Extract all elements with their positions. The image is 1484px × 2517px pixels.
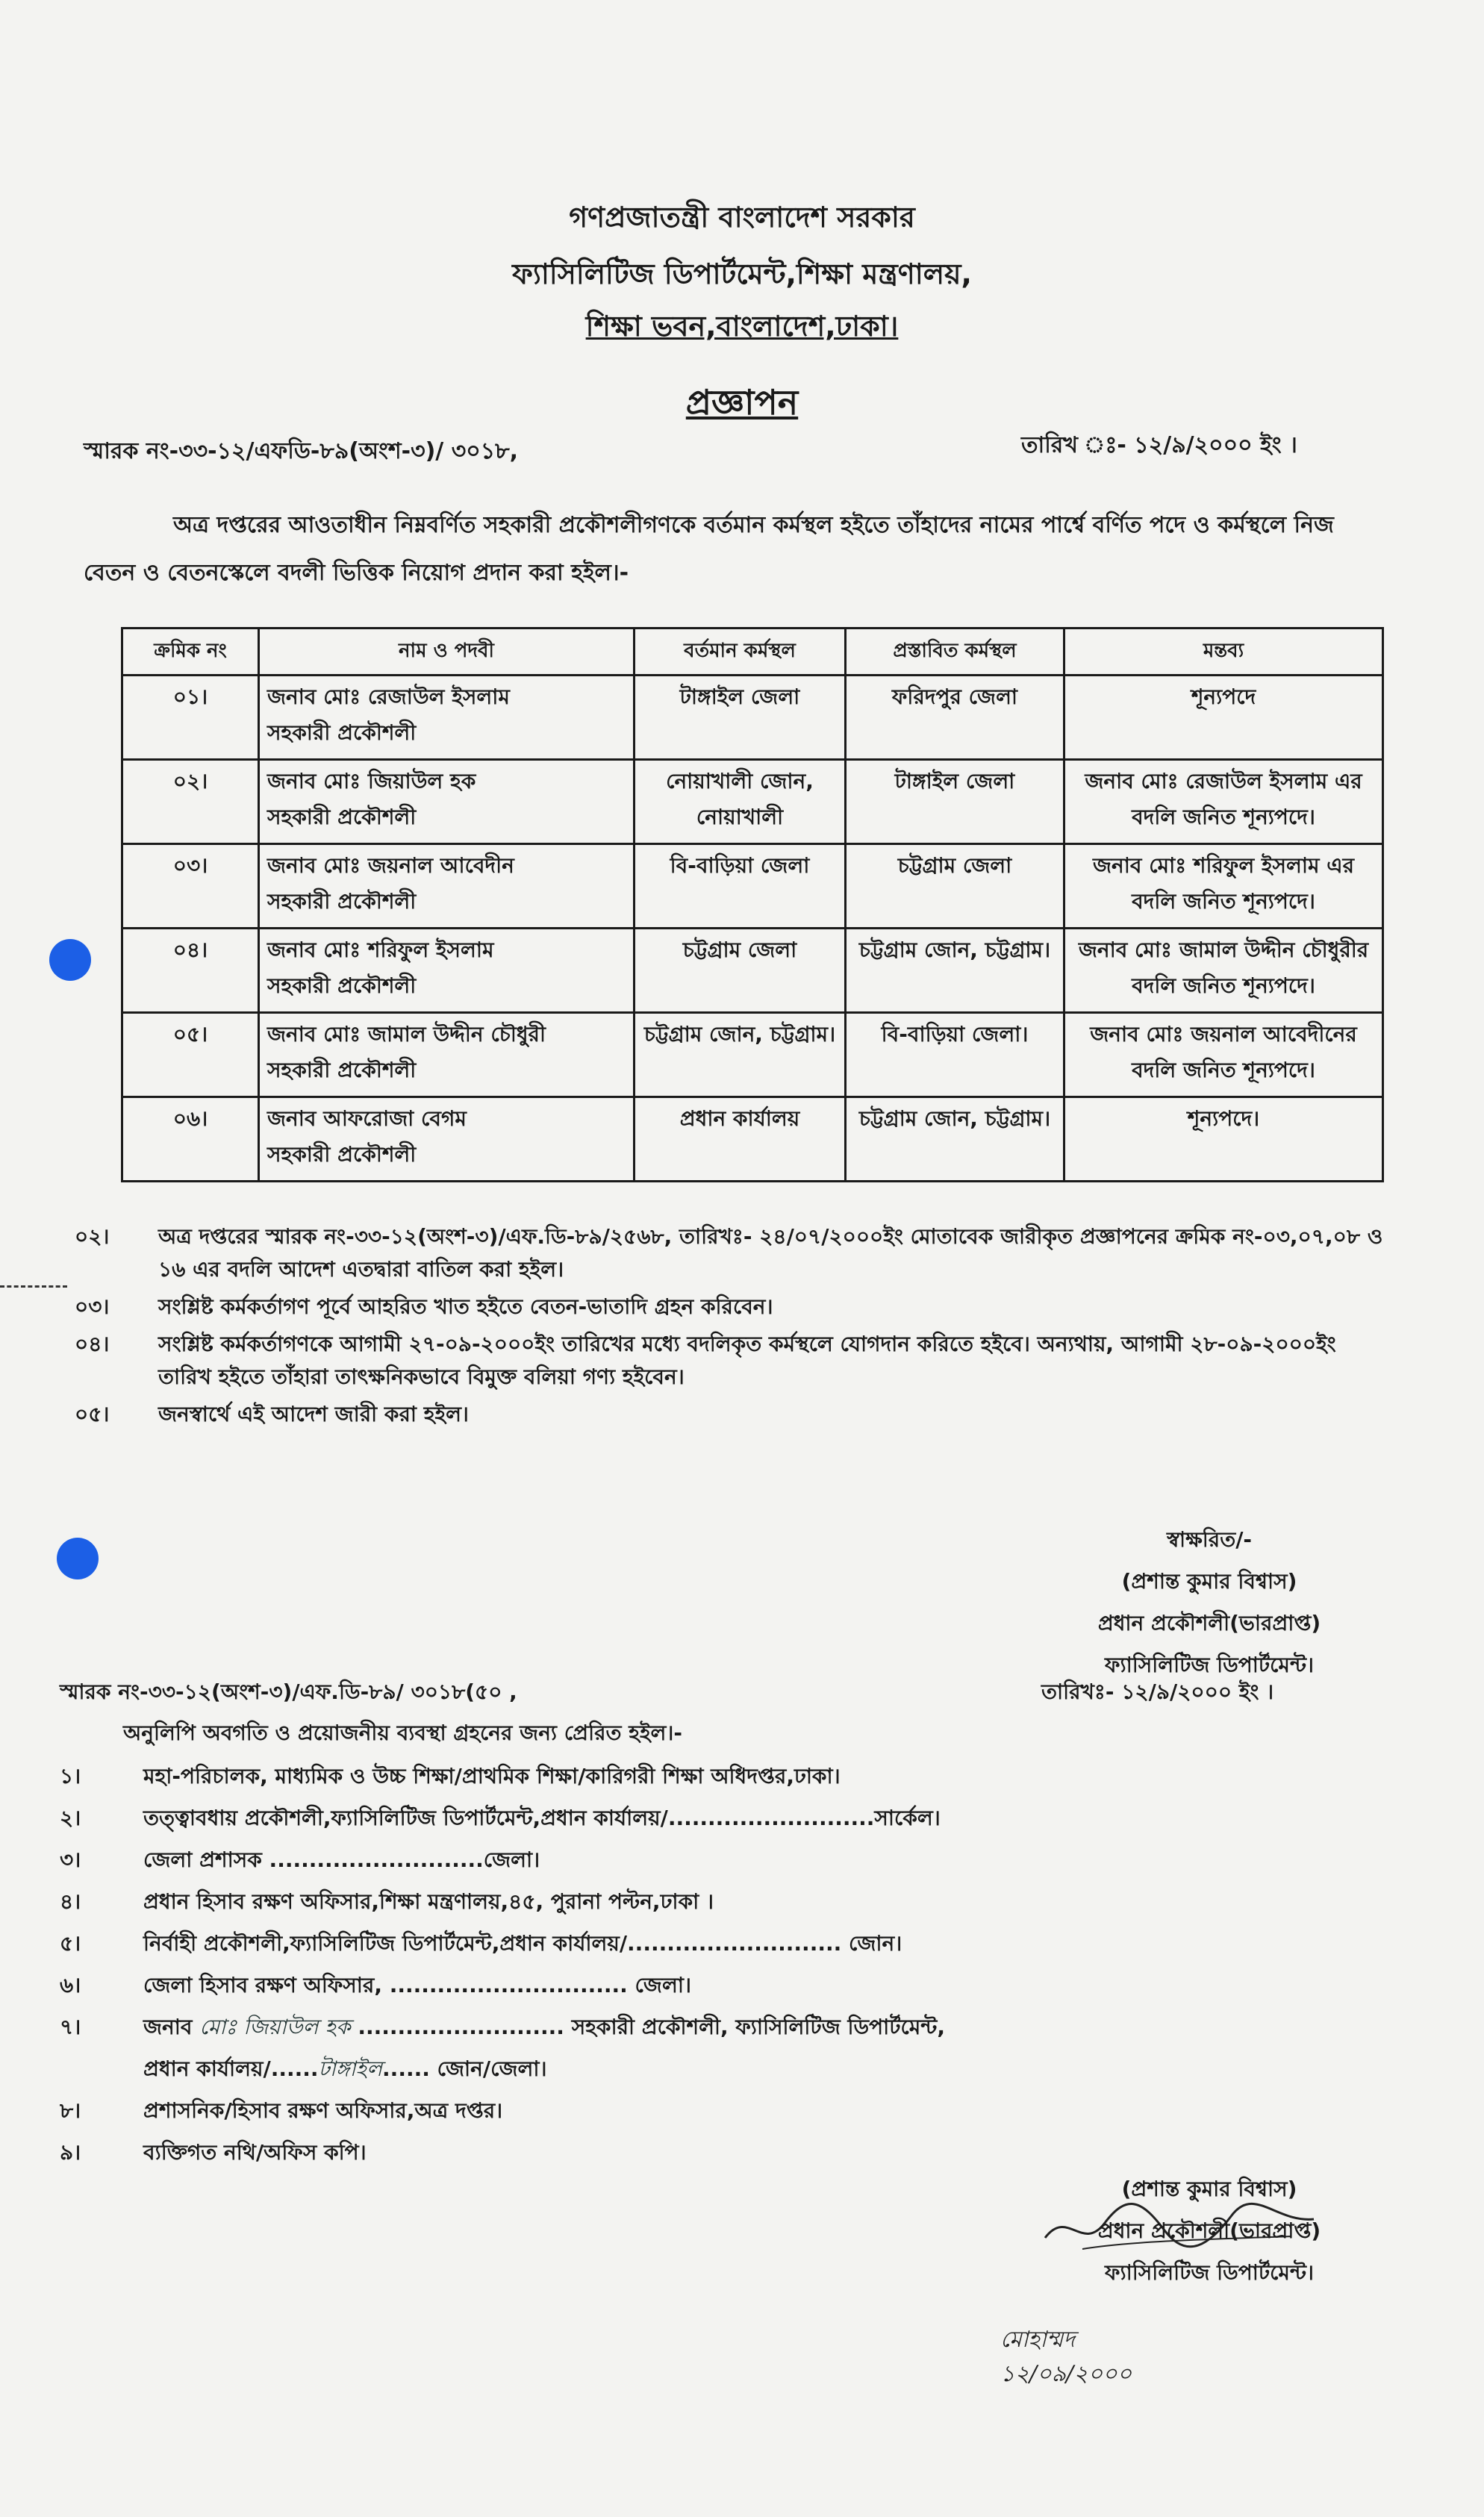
list-item — [60, 1756, 1403, 1797]
dist-text-role: সহকারী প্রকৌশলী, ফ্যাসিলিটিজ ডিপার্টমেন্ট, — [571, 2015, 945, 2039]
dist-text: ব্যক্তিগত নথি/অফিস কপি। — [143, 2140, 367, 2165]
signatory-dept: ফ্যাসিলিটিজ ডিপার্টমেন্ট। — [1105, 2260, 1314, 2285]
table-row — [122, 1097, 1383, 1182]
dist-text: মহা-পরিচালক, মাধ্যমিক ও উচ্চ শিক্ষা/প্রাথমিক শিক্ষা/কারিগরী শিক্ষা অধিদপ্তর,ঢাকা। — [143, 1764, 841, 1788]
distribution-list — [60, 1756, 1403, 2174]
cell-current: প্রধান কার্যালয় — [635, 1097, 846, 1182]
clause-text: অত্র দপ্তরের স্মারক নং-৩৩-১২(অংশ-৩)/এফ.ডি-৮৯/২৫৬৮, তারিখঃ- ২৪/০৭/২০০০ইং মোতাবেক জারীকৃত প্রজ্ঞাপনের ক্রমিক নং-০৩,০৭,০৮ ও ১৬ এর বদলি আদেশ এতদ্বারা বাতিল করা হইল। — [158, 1224, 1383, 1282]
cell-remarks: শূন্যপদে — [1064, 676, 1383, 760]
dist-number: ৮। — [60, 2098, 81, 2123]
cell-current: চট্টগ্রাম জোন, চট্টগ্রাম। — [635, 1013, 846, 1097]
clauses-list — [75, 1220, 1396, 1435]
signature-block-1 — [1000, 1519, 1418, 1686]
cell-name — [259, 929, 635, 1013]
dist-number: ১। — [60, 1764, 81, 1788]
clause-text: জনস্বার্থে এই আদেশ জারী করা হইল। — [158, 1402, 469, 1426]
dist-text: তত্ত্বাবধায় প্রকৌশলী,ফ্যাসিলিটিজ ডিপার্টমেন্ট,প্রধান কার্যালয়/..........................সার্কেল। — [143, 1806, 941, 1830]
table-row — [122, 929, 1383, 1013]
officer-designation: সহকারী প্রকৌশলী — [267, 889, 417, 914]
header-remarks: মন্তব্য — [1064, 629, 1383, 676]
signature-block-2 — [1000, 2168, 1418, 2294]
address-heading: শিক্ষা ভবন,বাংলাদেশ,ঢাকা। — [585, 310, 899, 343]
list-item — [60, 1923, 1403, 1965]
dist-text: জনাব মোঃ জিয়াউল হক .......................... সহকারী প্রকৌশলী, ফ্যাসিলিটিজ ডিপার্টমেন্ট, প্রধান কার্যালয়/......টাঙ্গাইল...... জোন/জেলা। — [143, 2015, 945, 2081]
header-current: বর্তমান কর্মস্থল — [635, 629, 846, 676]
list-item — [60, 2132, 1403, 2174]
cell-current: নোয়াখালী জোন, নোয়াখালী — [635, 760, 846, 844]
officer-designation: সহকারী প্রকৌশলী — [267, 1058, 417, 1082]
officer-name: জনাব মোঃ জামাল উদ্দীন চৌধুরী — [267, 1022, 546, 1047]
list-item — [60, 1965, 1403, 2006]
officer-name: জনাব মোঃ জিয়াউল হক — [267, 769, 476, 793]
dist-number: ৯। — [60, 2140, 81, 2165]
initial-date: ১২/০৯/২০০০ — [1000, 2361, 1132, 2387]
table-header-row — [122, 629, 1383, 676]
blue-dot-marker — [57, 1538, 99, 1579]
cell-remarks: জনাব মোঃ জামাল উদ্দীন চৌধুরীর বদলি জনিত শূন্যপদে। — [1064, 929, 1383, 1013]
signatory-dept: ফ্যাসিলিটিজ ডিপার্টমেন্ট। — [1105, 1653, 1314, 1677]
initial-text: মোহাম্মদ — [1000, 2327, 1076, 2353]
dist-text: জেলা প্রশাসক ...........................জেলা। — [143, 1847, 540, 1872]
dist-number: ৭। — [60, 2015, 81, 2039]
memo-date: তারিখ ঃ- ১২/৯/২০০০ ইং । — [1021, 432, 1297, 458]
signatory-designation: প্রধান প্রকৌশলী(ভারপ্রাপ্ত) — [1097, 2218, 1321, 2243]
copy-memo-number: স্মারক নং-৩৩-১২(অংশ-৩)/এফ.ডি-৮৯/ ৩০১৮(৫০ , — [60, 1679, 517, 1704]
clause-number: ০২। — [75, 1224, 110, 1249]
cell-remarks: জনাব মোঃ জয়নাল আবেদীনের বদলি জনিত শূন্যপদে। — [1064, 1013, 1383, 1097]
cell-proposed: বি-বাড়িয়া জেলা। — [846, 1013, 1064, 1097]
list-item — [75, 1328, 1396, 1394]
memo-number: স্মারক নং-৩৩-১২/এফডি-৮৯(অংশ-৩)/ ৩০১৮, — [84, 438, 519, 464]
officer-name: জনাব মোঃ জয়নাল আবেদীন — [267, 853, 514, 878]
copy-memo-date: তারিখঃ- ১২/৯/২০০০ ইং । — [1041, 1679, 1274, 1704]
dist-text-prefix: জনাব — [143, 2015, 193, 2039]
cell-name — [259, 844, 635, 929]
clause-text: সংশ্লিষ্ট কর্মকর্তাগণকে আগামী ২৭-০৯-২০০০ইং তারিখের মধ্যে বদলিকৃত কর্মস্থলে যোগদান করিতে হইবে। অন্যথায়, আগামী ২৮-০৯-২০০০ইং তারিখ হইতে তাঁহারা তাৎক্ষনিকভাবে বিমুক্ত বলিয়া গণ্য হইবেন। — [158, 1332, 1336, 1389]
list-item — [75, 1398, 1396, 1431]
intro-paragraph: অত্র দপ্তরের আওতাধীন নিম্নবর্ণিত সহকারী প্রকৌশলীগণকে বর্তমান কর্মস্থল হইতে তাঁহাদের নামের পার্শ্বে বর্ণিত পদে ও কর্মস্থলে নিজ বেতন ও বেতনস্কেলে বদলী ভিত্তিক নিয়োগ প্রদান করা হইল।- — [84, 512, 1334, 586]
officer-designation: সহকারী প্রকৌশলী — [267, 1142, 417, 1167]
table-row — [122, 676, 1383, 760]
copy-intro: অনুলিপি অবগতি ও প্রয়োজনীয় ব্যবস্থা গ্রহনের জন্য প্রেরিত হইল।- — [123, 1721, 683, 1745]
clause-number: ০৩। — [75, 1294, 110, 1319]
dist-text: জেলা হিসাব রক্ষণ অফিসার, .............................. জেলা। — [143, 1973, 691, 1997]
list-item — [75, 1220, 1396, 1286]
header-proposed: প্রস্তাবিত কর্মস্থল — [846, 629, 1064, 676]
signatory-name: (প্রশান্ত কুমার বিশ্বাস) — [1121, 1569, 1297, 1594]
cell-name — [259, 1013, 635, 1097]
clause-number: ০৪। — [75, 1332, 110, 1356]
handwritten-place: টাঙ্গাইল — [318, 2056, 383, 2081]
signed-mark: স্বাক্ষরিত/- — [1166, 1527, 1253, 1552]
dist-text: নির্বাহী প্রকৌশলী,ফ্যাসিলিটিজ ডিপার্টমেন্ট,প্রধান কার্যালয়/........................... জোন। — [143, 1931, 902, 1956]
signatory-name: (প্রশান্ত কুমার বিশ্বাস) — [1121, 2177, 1297, 2201]
list-item — [75, 1291, 1396, 1323]
cell-proposed: চট্টগ্রাম জোন, চট্টগ্রাম। — [846, 929, 1064, 1013]
officer-name: জনাব মোঃ শরিফুল ইসলাম — [267, 938, 494, 962]
dist-number: ৬। — [60, 1973, 81, 1997]
cell-serial: ০৬। — [122, 1097, 259, 1182]
handwritten-name: মোঃ জিয়াউল হক — [199, 2015, 351, 2039]
list-item — [60, 1881, 1403, 1923]
clause-number: ০৫। — [75, 1402, 110, 1426]
dist-text: প্রশাসনিক/হিসাব রক্ষণ অফিসার,অত্র দপ্তর। — [143, 2098, 503, 2123]
cell-serial: ০১। — [122, 676, 259, 760]
cell-serial: ০৪। — [122, 929, 259, 1013]
department-heading: ফ্যাসিলিটিজ ডিপার্টমেন্ট,শিক্ষা মন্ত্রণালয়, — [512, 258, 972, 290]
cell-serial: ০৩। — [122, 844, 259, 929]
cell-proposed: টাঙ্গাইল জেলা — [846, 760, 1064, 844]
transfer-table — [121, 627, 1384, 1182]
officer-designation: সহকারী প্রকৌশলী — [267, 805, 417, 829]
list-item — [60, 1839, 1403, 1881]
dist-number: ২। — [60, 1806, 81, 1830]
margin-dash-mark — [0, 1285, 67, 1288]
cell-proposed: চট্টগ্রাম জেলা — [846, 844, 1064, 929]
cell-remarks: জনাব মোঃ শরিফুল ইসলাম এর বদলি জনিত শূন্যপদে। — [1064, 844, 1383, 929]
dist-number: ৫। — [60, 1931, 81, 1956]
table-row — [122, 844, 1383, 929]
cell-proposed: ফরিদপুর জেলা — [846, 676, 1064, 760]
cell-name — [259, 676, 635, 760]
cell-proposed: চট্টগ্রাম জোন, চট্টগ্রাম। — [846, 1097, 1064, 1182]
dist-text-suffix: ...... জোন/জেলা। — [382, 2056, 547, 2081]
cell-current: টাঙ্গাইল জেলা — [635, 676, 846, 760]
dist-text-office: প্রধান কার্যালয়/...... — [143, 2056, 319, 2081]
blue-dot-marker — [49, 939, 91, 981]
officer-name: জনাব আফরোজা বেগম — [267, 1106, 467, 1131]
officer-designation: সহকারী প্রকৌশলী — [267, 973, 417, 998]
cell-current: বি-বাড়িয়া জেলা — [635, 844, 846, 929]
cell-serial: ০৫। — [122, 1013, 259, 1097]
list-item — [60, 2090, 1403, 2132]
dist-text: প্রধান হিসাব রক্ষণ অফিসার,শিক্ষা মন্ত্রণালয়,৪৫, পুরানা পল্টন,ঢাকা । — [143, 1889, 714, 1914]
handwritten-initial — [1000, 2323, 1132, 2392]
cell-name — [259, 1097, 635, 1182]
clause-text: সংশ্লিষ্ট কর্মকর্তাগণ পূর্বে আহরিত খাত হইতে বেতন-ভাতাদি গ্রহন করিবেন। — [158, 1294, 773, 1319]
officer-name: জনাব মোঃ রেজাউল ইসলাম — [267, 684, 510, 709]
cell-current: চট্টগ্রাম জেলা — [635, 929, 846, 1013]
dist-number: ৩। — [60, 1847, 81, 1872]
table-row — [122, 1013, 1383, 1097]
signatory-designation: প্রধান প্রকৌশলী(ভারপ্রাপ্ত) — [1097, 1611, 1321, 1635]
cell-name — [259, 760, 635, 844]
officer-designation: সহকারী প্রকৌশলী — [267, 720, 417, 745]
cell-remarks: শূন্যপদে। — [1064, 1097, 1383, 1182]
govt-heading: গণপ্রজাতন্ত্রী বাংলাদেশ সরকার — [569, 201, 915, 234]
list-item — [60, 2006, 1403, 2090]
document-title: প্রজ্ঞাপন — [685, 382, 799, 422]
header-name: নাম ও পদবী — [259, 629, 635, 676]
list-item — [60, 1797, 1403, 1839]
dist-number: ৪। — [60, 1889, 81, 1914]
header-serial: ক্রমিক নং — [122, 629, 259, 676]
cell-serial: ০২। — [122, 760, 259, 844]
table-row — [122, 760, 1383, 844]
cell-remarks: জনাব মোঃ রেজাউল ইসলাম এর বদলি জনিত শূন্যপদে। — [1064, 760, 1383, 844]
